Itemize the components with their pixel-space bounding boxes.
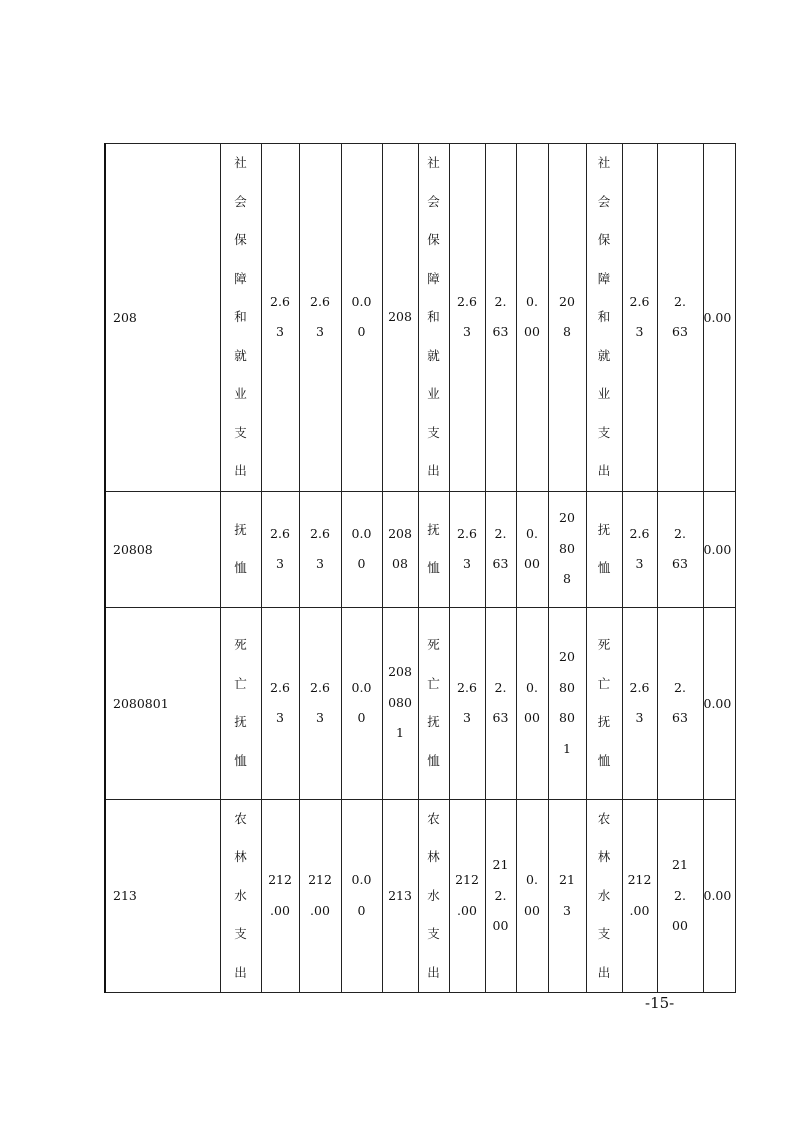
cell-line: 2. (674, 293, 686, 309)
cell-line: 212 (455, 872, 479, 888)
cell-line: 3 (276, 710, 284, 725)
cell-line: 80 (559, 710, 575, 725)
cell-name3 (586, 491, 622, 607)
cell-line: 20 (559, 293, 575, 309)
cell-line: 抚 (234, 714, 247, 729)
cell-line: 212 (308, 872, 332, 888)
cell-line: 1 (563, 740, 571, 756)
cell-code3 (548, 607, 586, 799)
cell-line: 21 (559, 872, 575, 888)
cell-lines (221, 144, 261, 491)
budget-table (104, 143, 736, 993)
cell-b3 (516, 491, 548, 607)
cell-line: 出 (234, 964, 247, 980)
cell-a1 (261, 607, 299, 799)
cell-line: 支 (427, 424, 440, 440)
cell-lines (450, 673, 485, 734)
table-row (105, 799, 736, 993)
cell-line: 212 (627, 872, 652, 888)
cell-lines (486, 673, 516, 734)
cell-line: 21 (492, 857, 509, 872)
cell-line: 会 (597, 193, 611, 209)
cell-line: 业 (234, 386, 247, 401)
cell-line: 20 (559, 510, 575, 526)
cell-line: 3 (276, 556, 284, 571)
cell-line: .00 (629, 902, 650, 918)
cell-line: 农 (427, 810, 440, 826)
cell-line: 2. (494, 887, 507, 903)
cell-a3 (341, 491, 382, 607)
cell-line: 抚 (427, 521, 440, 537)
cell-lines (342, 673, 382, 734)
cell-lines (262, 519, 299, 580)
cell-b2 (485, 799, 516, 993)
cell-line: 林 (597, 849, 611, 864)
cell-lines (383, 302, 418, 333)
cell-line: 2.6 (310, 679, 330, 695)
page-number: -15- (645, 994, 675, 1012)
cell-line: 0.0 (351, 525, 372, 541)
cell-lines (549, 503, 586, 595)
cell-c2 (657, 607, 703, 799)
cell-line: 63 (672, 324, 688, 340)
cell-line: 和 (234, 309, 247, 324)
cell-line: 213 (388, 887, 412, 903)
cell-line: 出 (234, 463, 247, 478)
cell-c1 (622, 799, 657, 993)
cell-lines (549, 287, 586, 348)
cell-line: 0. (526, 525, 538, 541)
cell-lines (383, 519, 418, 580)
cell-b2 (485, 607, 516, 799)
cell-line: 63 (672, 556, 688, 571)
cell-line: 和 (427, 309, 440, 324)
cell-line: 社 (597, 155, 611, 170)
table-body (105, 144, 736, 993)
cell-a1 (261, 799, 299, 993)
cell-line: 63 (492, 710, 509, 725)
cell-lines (587, 144, 622, 491)
cell-line: 支 (427, 926, 440, 941)
cell-line: 2.6 (457, 525, 477, 541)
cell-line: 恤 (234, 560, 247, 575)
cell-line: 3 (635, 710, 644, 725)
cell-code: 208 (105, 144, 220, 492)
cell-b1 (449, 491, 485, 607)
cell-lines (658, 673, 703, 734)
cell-lines (300, 673, 341, 734)
cell-lines (262, 673, 299, 734)
cell-code: 20808 (105, 491, 220, 607)
cell-c2 (657, 144, 703, 492)
cell-c2 (657, 799, 703, 993)
cell-lines (450, 519, 485, 580)
cell-line: 2.6 (457, 679, 477, 695)
cell-line: 2. (674, 679, 686, 695)
cell-line: 3 (463, 324, 471, 340)
cell-name2 (418, 144, 449, 492)
cell-lines (300, 287, 341, 348)
cell-line: 2.6 (629, 525, 650, 541)
cell-line: 障 (597, 270, 611, 286)
cell-line: 3 (635, 324, 644, 340)
cell-line: 恤 (597, 560, 611, 575)
cell-line: 2.6 (629, 293, 650, 309)
cell-b3 (516, 607, 548, 799)
cell-lines (221, 800, 261, 993)
cell-a1 (261, 144, 299, 492)
cell-line: 00 (492, 918, 509, 933)
cell-lines (658, 850, 703, 942)
cell-line: 1 (396, 725, 404, 741)
cell-line: 0.0 (351, 293, 372, 309)
cell-lines (262, 865, 299, 926)
cell-line: 00 (672, 918, 688, 933)
cell-line: 2.6 (310, 293, 330, 309)
cell-line: 2.6 (457, 293, 477, 309)
cell-b1 (449, 144, 485, 492)
cell-c1 (622, 607, 657, 799)
cell-line: 就 (597, 347, 611, 363)
cell-name (220, 144, 261, 492)
cell-line: 63 (672, 710, 688, 725)
cell-line: 2. (494, 679, 507, 695)
cell-line: 恤 (597, 752, 611, 768)
cell-code: 2080801 (105, 607, 220, 799)
table-row (105, 607, 736, 799)
cell-code3 (548, 144, 586, 492)
cell-line: .00 (457, 902, 477, 918)
cell-a2 (299, 491, 341, 607)
cell-lines (587, 626, 622, 780)
cell-lines (587, 511, 622, 588)
cell-line: 会 (427, 193, 440, 209)
cell-lines (221, 511, 261, 588)
cell-line: 2. (674, 525, 686, 541)
cell-c1 (622, 491, 657, 607)
cell-lines (342, 865, 382, 926)
cell-line: 死 (427, 637, 440, 652)
cell-line: 保 (597, 232, 611, 247)
cell-b2 (485, 144, 516, 492)
cell-last: 0.00 (703, 607, 736, 799)
cell-line: 抚 (234, 521, 247, 537)
cell-code2 (382, 799, 418, 993)
cell-line: 80 (559, 679, 575, 695)
cell-line: 和 (597, 309, 611, 324)
cell-line: 水 (234, 887, 247, 903)
cell-lines (658, 519, 703, 580)
cell-lines (658, 287, 703, 348)
table-row (105, 491, 736, 607)
cell-lines (486, 850, 516, 942)
cell-line: 0. (526, 872, 538, 888)
cell-c1 (622, 144, 657, 492)
table-row (105, 144, 736, 492)
cell-line: 业 (427, 386, 440, 401)
cell-line: 2. (494, 293, 507, 309)
cell-line: 恤 (427, 752, 440, 768)
cell-line: 保 (427, 232, 440, 247)
cell-a3 (341, 607, 382, 799)
cell-line: 3 (316, 324, 324, 340)
cell-lines (419, 800, 449, 993)
cell-line: 3 (463, 710, 471, 725)
cell-line: 0.0 (351, 679, 372, 695)
cell-last: 0.00 (703, 144, 736, 492)
cell-line: 出 (597, 463, 611, 478)
cell-line: 抚 (427, 714, 440, 729)
cell-line: 0. (526, 679, 538, 695)
cell-b1 (449, 799, 485, 993)
cell-line: 水 (597, 887, 611, 903)
cell-lines (549, 865, 586, 926)
cell-line: 出 (597, 964, 611, 980)
cell-lines (623, 287, 657, 348)
cell-line: 0.0 (351, 872, 372, 888)
cell-lines (517, 673, 548, 734)
cell-lines (383, 881, 418, 912)
cell-line: 社 (427, 155, 440, 170)
cell-line: 支 (234, 424, 247, 440)
cell-a2 (299, 799, 341, 993)
cell-line: 08 (392, 556, 408, 571)
cell-line: 3 (276, 324, 284, 340)
cell-lines (486, 287, 516, 348)
cell-lines (419, 626, 449, 780)
cell-line: 2.6 (629, 679, 650, 695)
cell-a2 (299, 607, 341, 799)
cell-lines (383, 657, 418, 749)
cell-name (220, 491, 261, 607)
cell-lines (342, 287, 382, 348)
cell-line: 障 (234, 270, 247, 286)
cell-lines (549, 642, 586, 764)
cell-code2 (382, 144, 418, 492)
cell-lines (450, 287, 485, 348)
cell-lines (221, 626, 261, 780)
cell-line: 63 (492, 556, 509, 571)
cell-code2 (382, 607, 418, 799)
cell-name3 (586, 144, 622, 492)
cell-line: 亡 (234, 675, 247, 691)
cell-line: 00 (524, 324, 540, 340)
cell-line: 农 (234, 810, 247, 826)
cell-code3 (548, 799, 586, 993)
cell-line: 208 (388, 664, 412, 680)
cell-a3 (341, 799, 382, 993)
cell-lines (300, 519, 341, 580)
cell-line: 0 (357, 710, 366, 725)
cell-line: 恤 (234, 752, 247, 768)
cell-line: 社 (234, 155, 247, 170)
cell-line: 抚 (597, 714, 611, 729)
cell-name (220, 799, 261, 993)
cell-lines (623, 865, 657, 926)
cell-line: 2.6 (270, 293, 290, 309)
cell-line: 水 (427, 887, 440, 903)
cell-line: 林 (427, 849, 440, 864)
cell-line: 63 (492, 324, 509, 340)
cell-name2 (418, 607, 449, 799)
cell-line: 00 (524, 902, 540, 918)
cell-code3 (548, 491, 586, 607)
cell-lines (623, 673, 657, 734)
cell-lines (486, 519, 516, 580)
cell-line: 业 (597, 386, 611, 401)
cell-line: 3 (635, 556, 644, 571)
cell-b3 (516, 144, 548, 492)
cell-line: 80 (559, 540, 575, 556)
cell-name2 (418, 799, 449, 993)
cell-line: 00 (524, 556, 540, 571)
cell-line: .00 (270, 902, 290, 918)
cell-name3 (586, 607, 622, 799)
cell-b3 (516, 799, 548, 993)
cell-line: 就 (427, 347, 440, 363)
cell-lines (300, 865, 341, 926)
cell-line: 3 (463, 556, 471, 571)
cell-line: 抚 (597, 521, 611, 537)
cell-line: 8 (563, 571, 571, 587)
cell-lines (419, 511, 449, 588)
cell-line: 080 (388, 694, 412, 710)
cell-line: 8 (563, 324, 571, 340)
cell-line: 2. (494, 525, 507, 541)
cell-line: 就 (234, 347, 247, 363)
cell-line: 障 (427, 270, 440, 286)
cell-a3 (341, 144, 382, 492)
cell-line: 支 (597, 926, 611, 941)
cell-line: 0 (357, 324, 366, 340)
cell-line: 00 (524, 710, 540, 725)
cell-code: 213 (105, 799, 220, 993)
cell-line: 支 (597, 424, 611, 440)
cell-line: 林 (234, 849, 247, 864)
cell-lines (517, 519, 548, 580)
cell-code2 (382, 491, 418, 607)
cell-lines (262, 287, 299, 348)
cell-name3 (586, 799, 622, 993)
cell-line: 2.6 (270, 679, 290, 695)
cell-c2 (657, 491, 703, 607)
cell-line: 支 (234, 926, 247, 941)
cell-b2 (485, 491, 516, 607)
cell-line: 0 (357, 556, 366, 571)
cell-line: 208 (388, 309, 412, 324)
cell-name2 (418, 491, 449, 607)
cell-a1 (261, 491, 299, 607)
cell-line: 21 (672, 857, 688, 872)
cell-lines (342, 519, 382, 580)
cell-line: 2.6 (270, 525, 290, 541)
cell-line: 3 (563, 902, 571, 918)
cell-line: 0 (357, 902, 366, 918)
cell-name (220, 607, 261, 799)
cell-last: 0.00 (703, 799, 736, 993)
cell-line: 亡 (597, 675, 611, 691)
cell-line: 会 (234, 193, 247, 209)
cell-lines (450, 865, 485, 926)
cell-b1 (449, 607, 485, 799)
cell-line: 出 (427, 964, 440, 980)
cell-line: 保 (234, 232, 247, 247)
cell-line: 3 (316, 710, 324, 725)
cell-line: .00 (310, 902, 330, 918)
cell-a2 (299, 144, 341, 492)
cell-line: 212 (268, 872, 292, 888)
cell-lines (517, 865, 548, 926)
cell-lines (517, 287, 548, 348)
cell-lines (587, 800, 622, 993)
cell-line: 恤 (427, 560, 440, 575)
cell-line: 农 (597, 810, 611, 826)
cell-lines (419, 144, 449, 491)
cell-line: 出 (427, 463, 440, 478)
cell-line: 0. (526, 293, 538, 309)
cell-last: 0.00 (703, 491, 736, 607)
cell-line: 死 (234, 637, 247, 652)
cell-line: 3 (316, 556, 324, 571)
cell-line: 208 (388, 525, 412, 541)
cell-line: 死 (597, 637, 611, 652)
cell-line: 亡 (427, 675, 440, 691)
cell-line: 2.6 (310, 525, 330, 541)
cell-lines (623, 519, 657, 580)
cell-line: 20 (559, 649, 575, 664)
cell-line: 2. (674, 887, 686, 903)
